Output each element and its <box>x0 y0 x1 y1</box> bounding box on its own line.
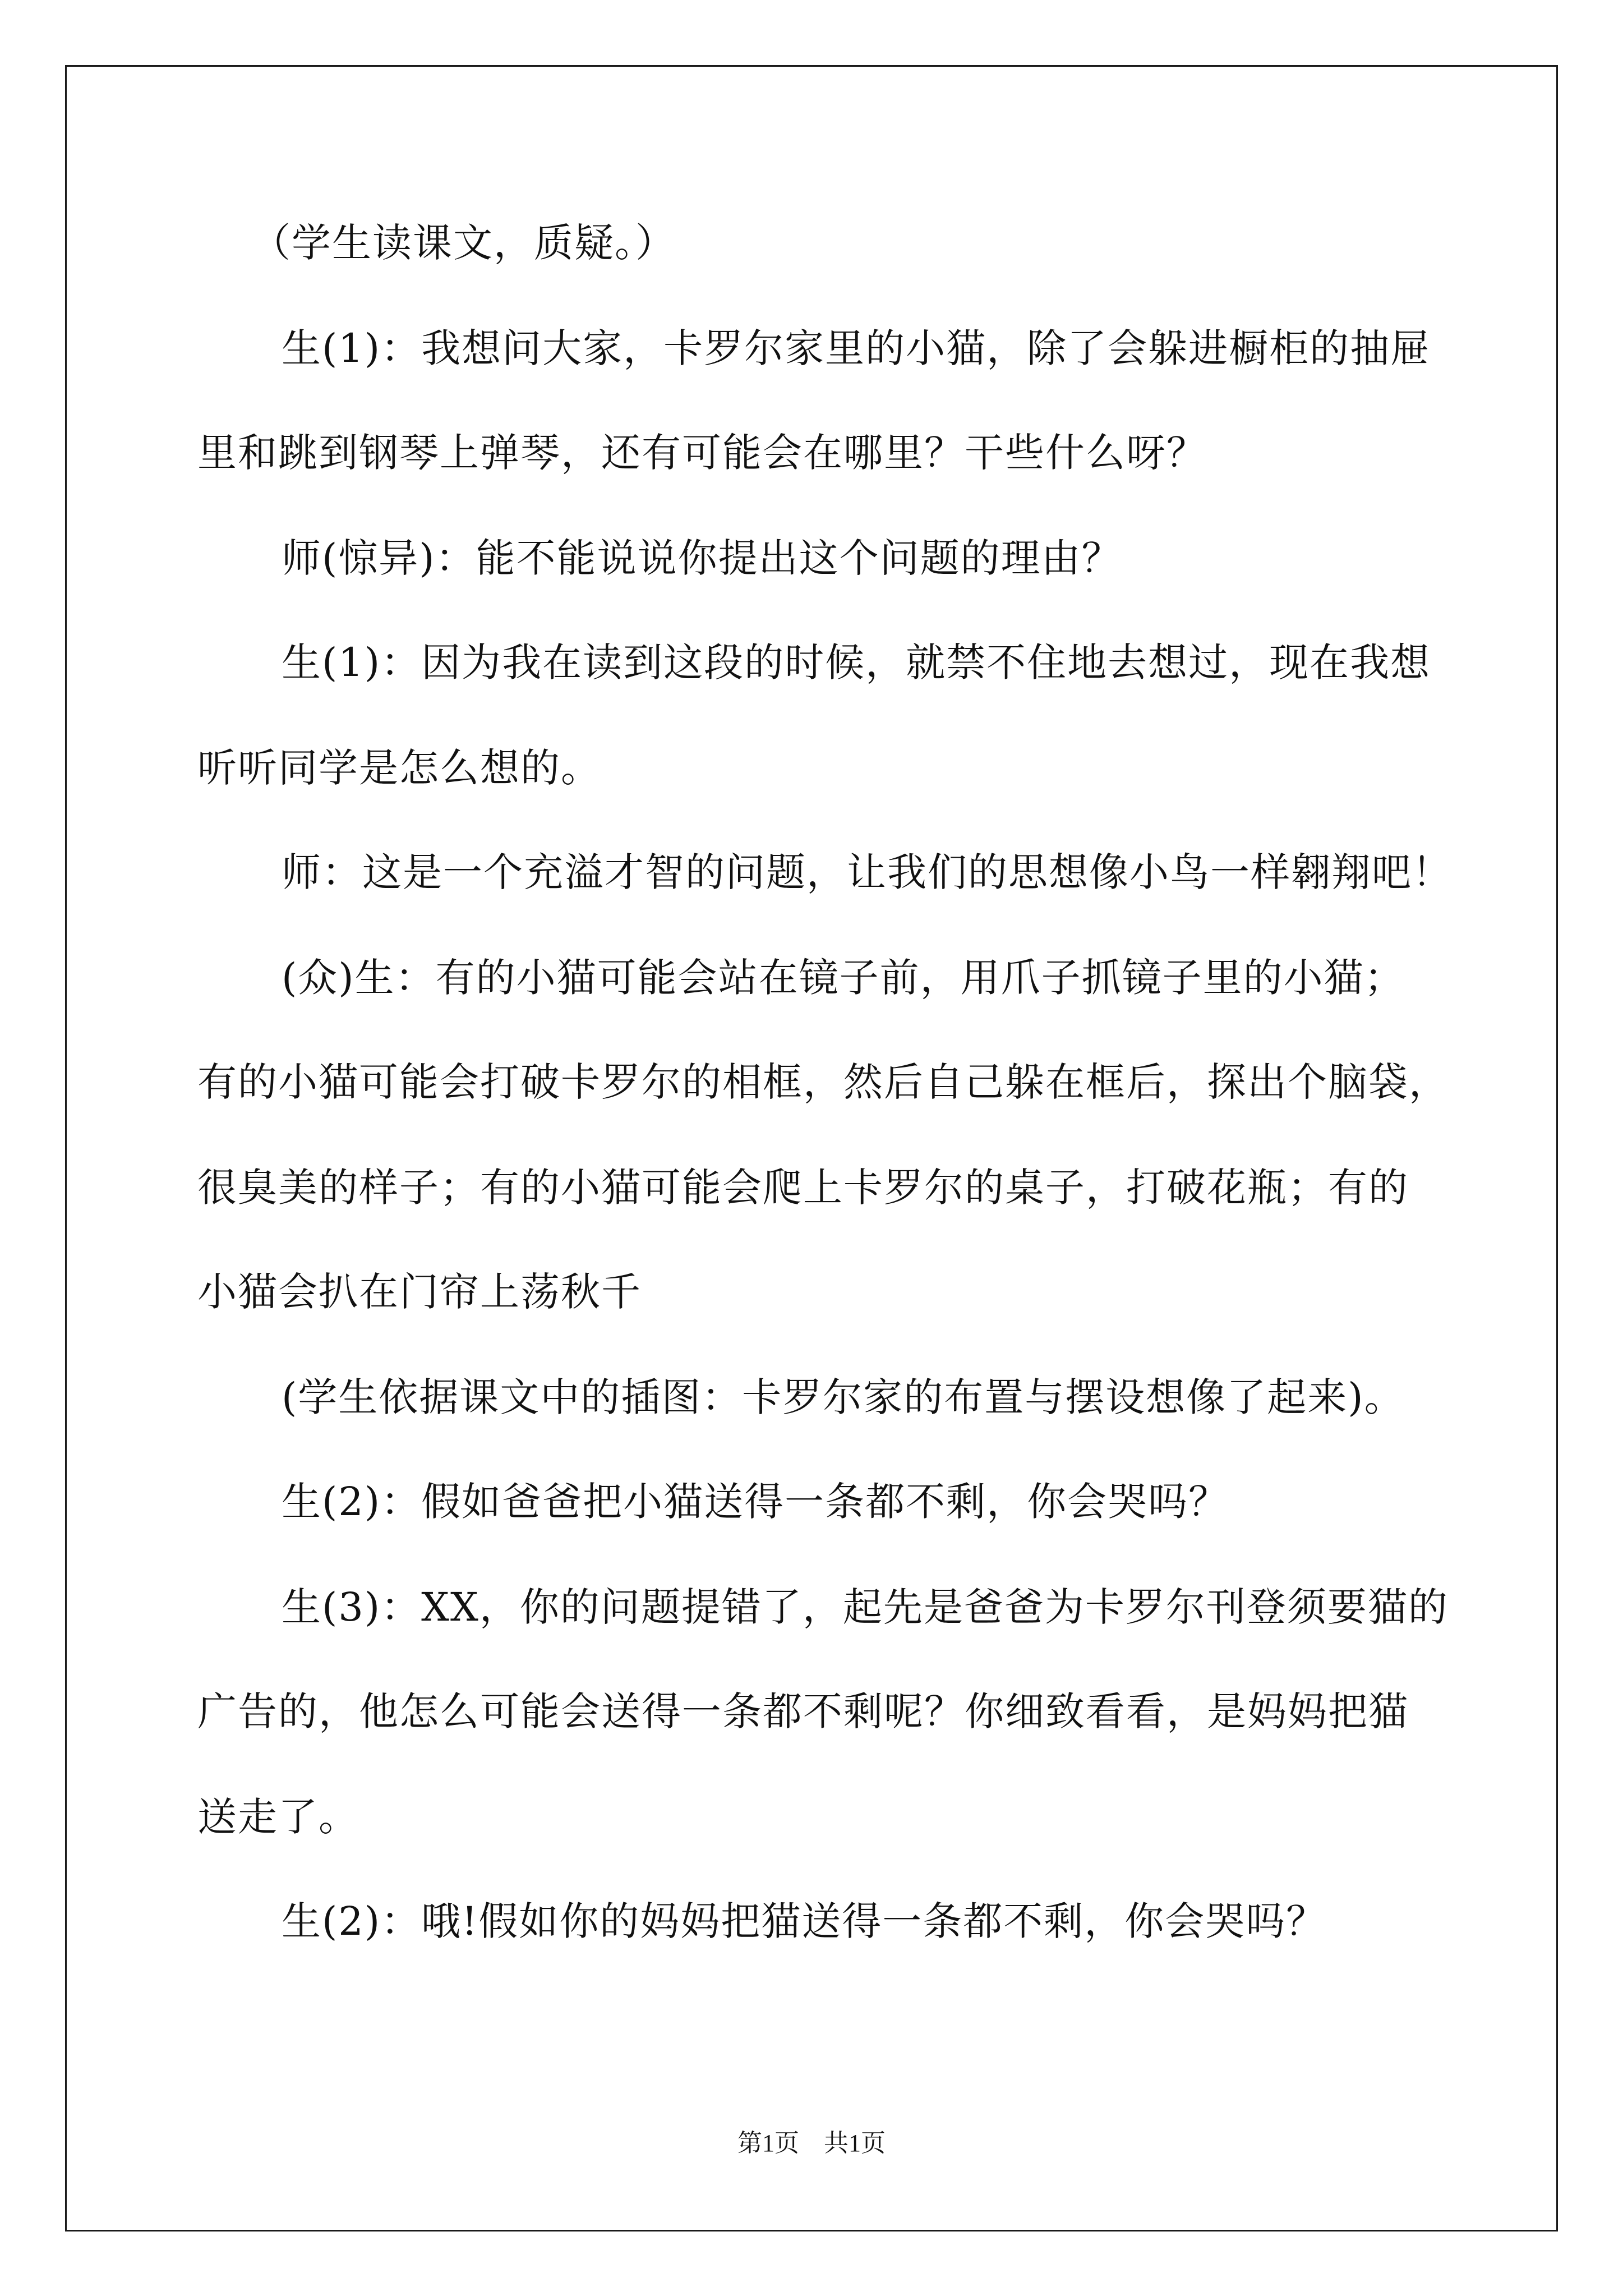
paragraph-9-line-3: 送走了。 <box>197 1794 359 1840</box>
paragraph-6-line-4: 小猫会扒在门帘上荡秋千 <box>197 1269 642 1315</box>
paragraph-6-line-1: (众)生：有的小猫可能会站在镜子前，用爪子抓镜子里的小猫； <box>282 955 1405 1001</box>
paragraph-1-line-1: （学生读课文，质疑。） <box>251 220 676 266</box>
paragraph-10-line-1: 生(2)：哦!假如你的妈妈把猫送得一条都不剩，你会哭吗？ <box>282 1898 1327 1944</box>
paragraph-6-line-3: 很臭美的样子；有的小猫可能会爬上卡罗尔的桌子，打破花瓶；有的 <box>197 1165 1409 1211</box>
paragraph-9-line-2: 广告的，他怎么可能会送得一条都不剩呢？你细致看看，是妈妈把猫 <box>197 1688 1409 1734</box>
paragraph-3-line-1: 师(惊异)：能不能说说你提出这个问题的理由？ <box>282 535 1122 581</box>
paragraph-9-line-1: 生(3)：XX，你的问题提错了，起先是爸爸为卡罗尔刊登须要猫的 <box>282 1584 1449 1630</box>
paragraph-6-line-2: 有的小猫可能会打破卡罗尔的相框，然后自己躲在框后，探出个脑袋， <box>197 1059 1449 1105</box>
paragraph-4-line-1: 生(1)：因为我在读到这段的时候，就禁不住地去想过，现在我想 <box>282 639 1431 685</box>
paragraph-2-line-1: 生(1)：我想问大家，卡罗尔家里的小猫，除了会躲进橱柜的抽屉 <box>282 325 1431 371</box>
paragraph-4-line-2: 听听同学是怎么想的。 <box>197 745 601 791</box>
paragraph-7-line-1: (学生依据课文中的插图：卡罗尔家的布置与摆设想像了起来)。 <box>282 1374 1405 1420</box>
paragraph-5-line-1: 师：这是一个充溢才智的问题，让我们的思想像小鸟一样翱翔吧！ <box>282 849 1453 895</box>
paragraph-8-line-1: 生(2)：假如爸爸把小猫送得一条都不剩，你会哭吗？ <box>282 1479 1229 1525</box>
page-footer: 第1页 共1页 <box>737 2129 886 2157</box>
paragraph-2-line-2: 里和跳到钢琴上弹琴，还有可能会在哪里？干些什么呀？ <box>197 430 1207 476</box>
